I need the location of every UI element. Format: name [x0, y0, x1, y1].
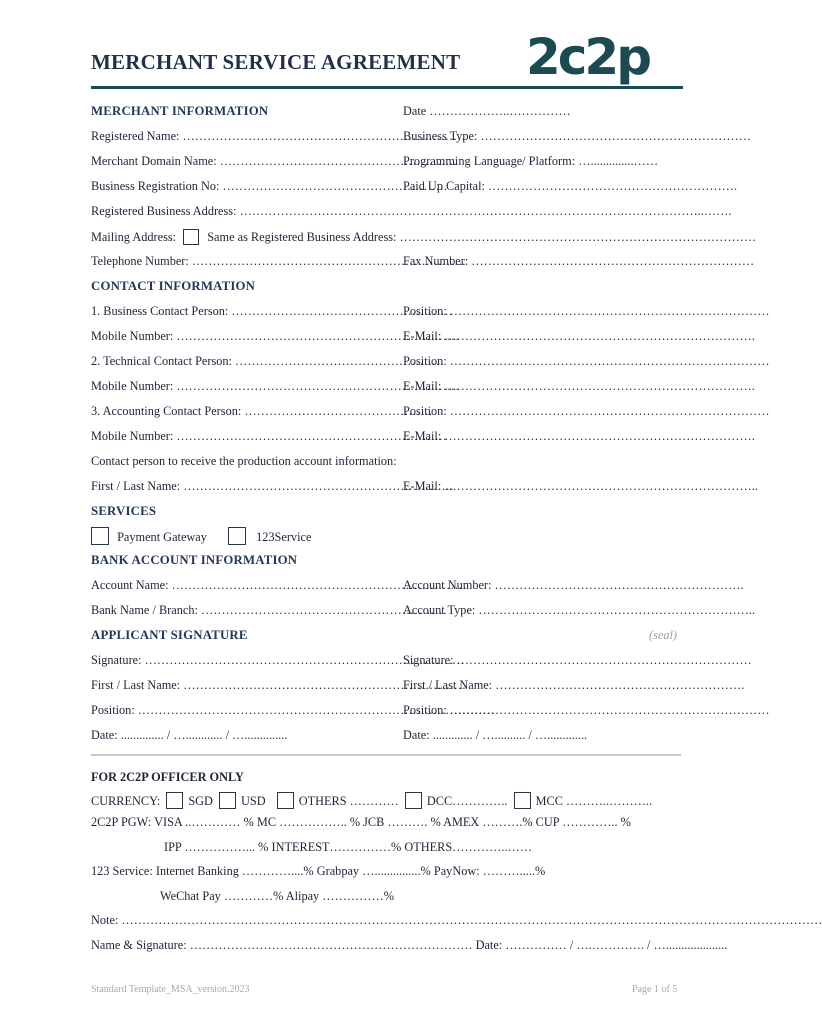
date-field[interactable]: Date: .............. / …............ / ….............. — [91, 728, 288, 742]
form-row — [91, 154, 683, 172]
sgd-checkbox[interactable] — [166, 792, 183, 809]
form-row — [91, 129, 752, 147]
section-heading-services: SERVICES — [91, 504, 157, 518]
first-last-name-field[interactable]: First / Last Name: ………………………………………………………… — [91, 479, 454, 493]
usd-checkbox[interactable] — [219, 792, 236, 809]
registered-name-field[interactable]: Registered Name: …………………………………………………………… — [91, 129, 466, 143]
same-address-field[interactable]: Same as Registered Business Address: …………………………………………………………………………… — [207, 230, 757, 244]
mobile-number-field[interactable]: Mobile Number: …………………………………………………………… — [91, 329, 460, 343]
same-address-checkbox[interactable] — [183, 229, 199, 245]
position-field[interactable]: Position: …………………………………………………………………… — [403, 404, 770, 418]
services-options-row — [91, 527, 683, 545]
dcc-field[interactable]: DCC………….. — [426, 794, 508, 808]
domain-name-field[interactable]: Merchant Domain Name: …………………………………………………. — [91, 154, 457, 168]
header-rule — [91, 86, 683, 89]
payment-gateway-label: Payment Gateway — [117, 530, 207, 544]
mailing-address-label: Mailing Address: — [91, 230, 177, 244]
form-row — [91, 179, 738, 197]
form-row — [91, 703, 770, 721]
email-field[interactable]: E-Mail: …………………………………………………………………. — [403, 329, 755, 343]
programming-language-field[interactable]: Programming Language/ Platform: …..............…… — [403, 154, 659, 168]
form-row — [91, 429, 755, 447]
dcc-checkbox[interactable] — [405, 792, 422, 809]
paid-up-capital-field[interactable]: Paid Up Capital: ……………………………………………………. — [403, 179, 738, 193]
note-field[interactable]: Note: ……………………………………………………………………………………………………………………………………………………… — [91, 913, 822, 927]
name-signature-field[interactable]: Name & Signature: …………………………………………………………… Date: …………… / ….…………. / ….................... — [91, 938, 728, 952]
signature-field[interactable]: Signature: …………………………………………………………………… — [91, 653, 465, 667]
usd-label: USD — [241, 794, 266, 808]
production-contact-note: Contact person to receive the production account information: — [91, 454, 397, 468]
technical-contact-field[interactable]: 2. Technical Contact Person: …………………………………………… — [91, 354, 445, 368]
section-heading-officer-only: FOR 2C2P OFFICER ONLY — [91, 770, 244, 784]
wechat-alipay-rates-field[interactable]: WeChat Pay …………% Alipay ……………% — [160, 889, 394, 903]
currency-row — [91, 792, 652, 809]
date-field[interactable]: Date ………………..…………… — [403, 104, 571, 118]
registration-no-field[interactable]: Business Registration No: ………………………………………………. — [91, 179, 447, 193]
seal-label: (seal) — [649, 628, 677, 642]
others-checkbox[interactable] — [277, 792, 294, 809]
ipp-rates-field[interactable]: IPP ……………... % INTEREST……………% OTHERS…………..…… — [164, 840, 533, 854]
bank-name-field[interactable]: Bank Name / Branch: …………………………………………………… — [91, 603, 447, 617]
section-heading-applicant-signature: APPLICANT SIGNATURE — [91, 628, 248, 642]
payment-gateway-checkbox[interactable] — [91, 527, 109, 545]
account-name-field[interactable]: Account Name: ……………………………………………………………… — [91, 578, 467, 592]
services-header-row — [91, 504, 683, 522]
bank-header-row — [91, 553, 683, 571]
section-heading-contact-info: CONTACT INFORMATION — [91, 279, 256, 293]
business-contact-field[interactable]: 1. Business Contact Person: ……………………………………………… — [91, 304, 453, 318]
footer-page-number: Page 1 of 5 — [632, 984, 678, 995]
first-last-name-field[interactable]: First / Last Name: …………………………………………………………… — [91, 678, 467, 692]
registered-address-field[interactable]: Registered Business Address: ………………………………………………………………………………….………………..……. — [91, 204, 732, 218]
date-field[interactable]: Date: ............. / ….......... / …............. — [403, 728, 588, 742]
account-number-field[interactable]: Account Number: ……………………………………………………. — [403, 578, 744, 592]
contact-info-header-row — [91, 279, 683, 297]
email-field[interactable]: E-Mail: ………………………………………………………………….. — [403, 479, 758, 493]
service-123-rates-field[interactable]: 123 Service: Internet Banking …………....% Grabpay …...............% PayNow: ……….....% — [91, 864, 546, 878]
section-divider — [91, 754, 681, 756]
email-field[interactable]: E-Mail: …………………………………………………………………. — [403, 379, 755, 393]
mcc-checkbox[interactable] — [514, 792, 531, 809]
form-row — [91, 254, 755, 272]
form-row — [91, 578, 744, 596]
form-row — [91, 728, 683, 746]
signature-field[interactable]: Signature: ……………………………………………………………… — [403, 653, 752, 667]
merchant-info-header-row — [91, 104, 683, 122]
mobile-number-field[interactable]: Mobile Number: ………………………………………………………… — [91, 429, 447, 443]
mobile-number-field[interactable]: Mobile Number: …………………………………………………………… — [91, 379, 460, 393]
signature-header-row — [91, 628, 683, 646]
position-field[interactable]: Position: …………………………………………………………………………… — [91, 703, 495, 717]
section-heading-bank-account: BANK ACCOUNT INFORMATION — [91, 553, 298, 567]
form-row — [91, 204, 732, 222]
position-field[interactable]: Position: …………………………………………………………………… — [403, 354, 770, 368]
form-row — [91, 678, 745, 696]
form-row — [91, 379, 755, 397]
form-row — [91, 479, 758, 497]
sgd-label: SGD — [188, 794, 213, 808]
currency-label: CURRENCY: — [91, 794, 161, 808]
brand-logo: 2c2p — [526, 28, 650, 86]
pgw-rates-field[interactable]: 2C2P PGW: VISA ..………… % MC …………….. % JCB ………. % AMEX ……….% CUP ………….. % — [91, 815, 631, 829]
form-row — [91, 603, 756, 621]
position-field[interactable]: Position: …………………………………………………………………… — [403, 304, 770, 318]
footer-template-version: Standard Template_MSA_version.2023 — [91, 984, 250, 995]
document-title: MERCHANT SERVICE AGREEMENT — [91, 50, 461, 74]
account-type-field[interactable]: Account Type: ………………………………………………………….. — [403, 603, 756, 617]
service-123-checkbox[interactable] — [228, 527, 246, 545]
business-type-field[interactable]: Business Type: ………………………………………………………… — [403, 129, 752, 143]
form-row — [91, 653, 752, 671]
telephone-field[interactable]: Telephone Number: …………………………………………………………. — [91, 254, 466, 268]
form-row — [91, 354, 770, 372]
email-field[interactable]: E-Mail: …………………………………………………………………. — [403, 429, 755, 443]
mcc-field[interactable]: MCC ………..……….. — [535, 794, 653, 808]
accounting-contact-field[interactable]: 3. Accounting Contact Person: ………………………………………. — [91, 404, 432, 418]
service-123-label: 123Service — [256, 530, 312, 544]
position-field[interactable]: Position: …………………………………………………………………… — [403, 703, 770, 717]
section-heading-merchant-info: MERCHANT INFORMATION — [91, 104, 269, 118]
others-field[interactable]: OTHERS ………… — [298, 794, 399, 808]
form-row — [91, 329, 755, 347]
first-last-name-field[interactable]: First / Last Name: ……………………………………………………. — [403, 678, 745, 692]
form-row — [91, 404, 770, 422]
form-row — [91, 229, 757, 247]
form-row — [91, 304, 770, 322]
fax-field[interactable]: Fax Number: …………………………………………………………… — [403, 254, 755, 268]
form-row — [91, 454, 683, 472]
